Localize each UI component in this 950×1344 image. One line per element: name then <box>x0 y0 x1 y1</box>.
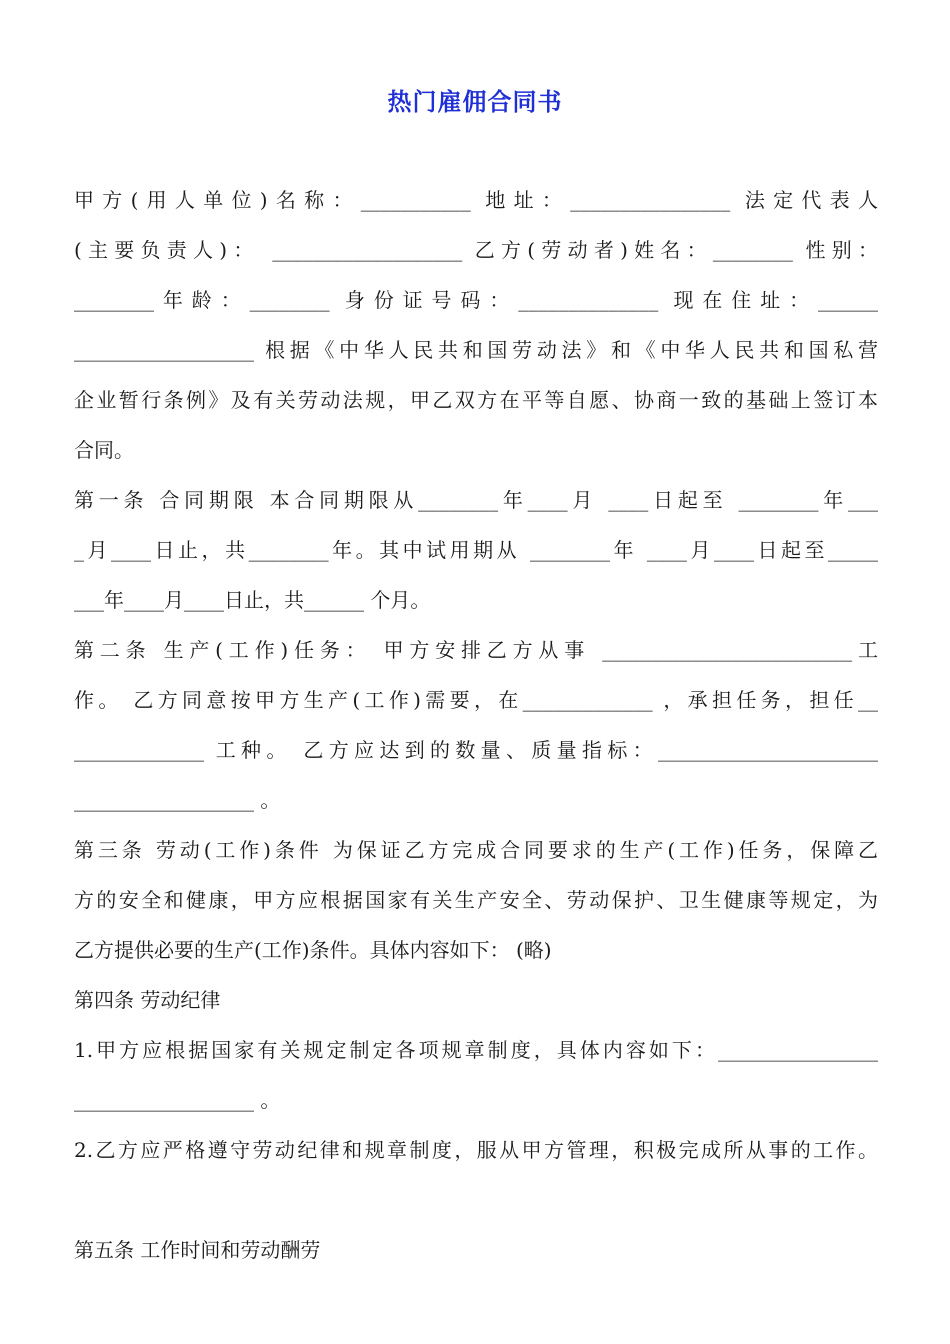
article-5-heading: 第五条 工作时间和劳动酬劳 <box>74 1238 321 1262</box>
contract-line-party-b: (主要负责人)： ___________________ 乙方(劳动者)姓名：________ 性别： <box>74 238 878 262</box>
article-4-item-1-cont: __________________ 。 <box>74 1088 281 1112</box>
contract-line-party-a: 甲方(用人单位)名称：___________ 地址：________________ 法定代表人 <box>74 188 878 212</box>
article-2-task-4: __________________ 。 <box>74 788 281 812</box>
document-title: 热门雇佣合同书 <box>387 87 563 116</box>
contract-line-legal-basis-3: 合同。 <box>74 438 134 462</box>
article-3-conditions-3: 乙方提供必要的生产(工作)条件。具体内容如下： (略) <box>74 938 552 962</box>
article-1-term: 第一条 合同期限 本合同期限从________年____月 ____日起至 ________年___ <box>74 488 878 512</box>
article-3-conditions: 第三条 劳动(工作)条件 为保证乙方完成合同要求的生产(工作)任务，保障乙 <box>74 838 878 862</box>
article-4-heading: 第四条 劳动纪律 <box>74 988 221 1012</box>
article-3-conditions-2: 方的安全和健康，甲方应根据国家有关生产安全、劳动保护、卫生健康等规定，为 <box>74 888 878 912</box>
contract-line-legal-basis-2: 企业暂行条例》及有关劳动法规，甲乙双方在平等自愿、协商一致的基础上签订本 <box>74 388 878 412</box>
contract-line-personal-info: ________年龄：________ 身份证号码：______________ 现在住址：______ <box>74 288 878 312</box>
article-1-term-3: ___年____月____日止，共______ 个月。 <box>74 588 431 612</box>
article-4-item-1: 1.甲方应根据国家有关规定制定各项规章制度，具体内容如下：________________ <box>74 1038 878 1062</box>
article-1-term-2: _月____日止，共________年。其中试用期从 ________年 ____月____日起至_____ <box>74 538 878 562</box>
article-2-task: 第二条 生产(工作)任务： 甲方安排乙方从事 _________________________工 <box>74 638 878 662</box>
article-4-item-2: 2.乙方应严格遵守劳动纪律和规章制度，服从甲方管理，积极完成所从事的工作。 <box>74 1138 878 1162</box>
article-2-task-2: 作。 乙方同意按甲方生产(工作)需要，在_____________ ，承担任务，担任__ <box>74 688 878 712</box>
article-2-task-3: _____________ 工种。 乙方应达到的数量、质量指标：______________________ <box>74 738 878 762</box>
contract-line-legal-basis: __________________ 根据《中华人民共和国劳动法》和《中华人民共和国私营 <box>74 338 878 362</box>
